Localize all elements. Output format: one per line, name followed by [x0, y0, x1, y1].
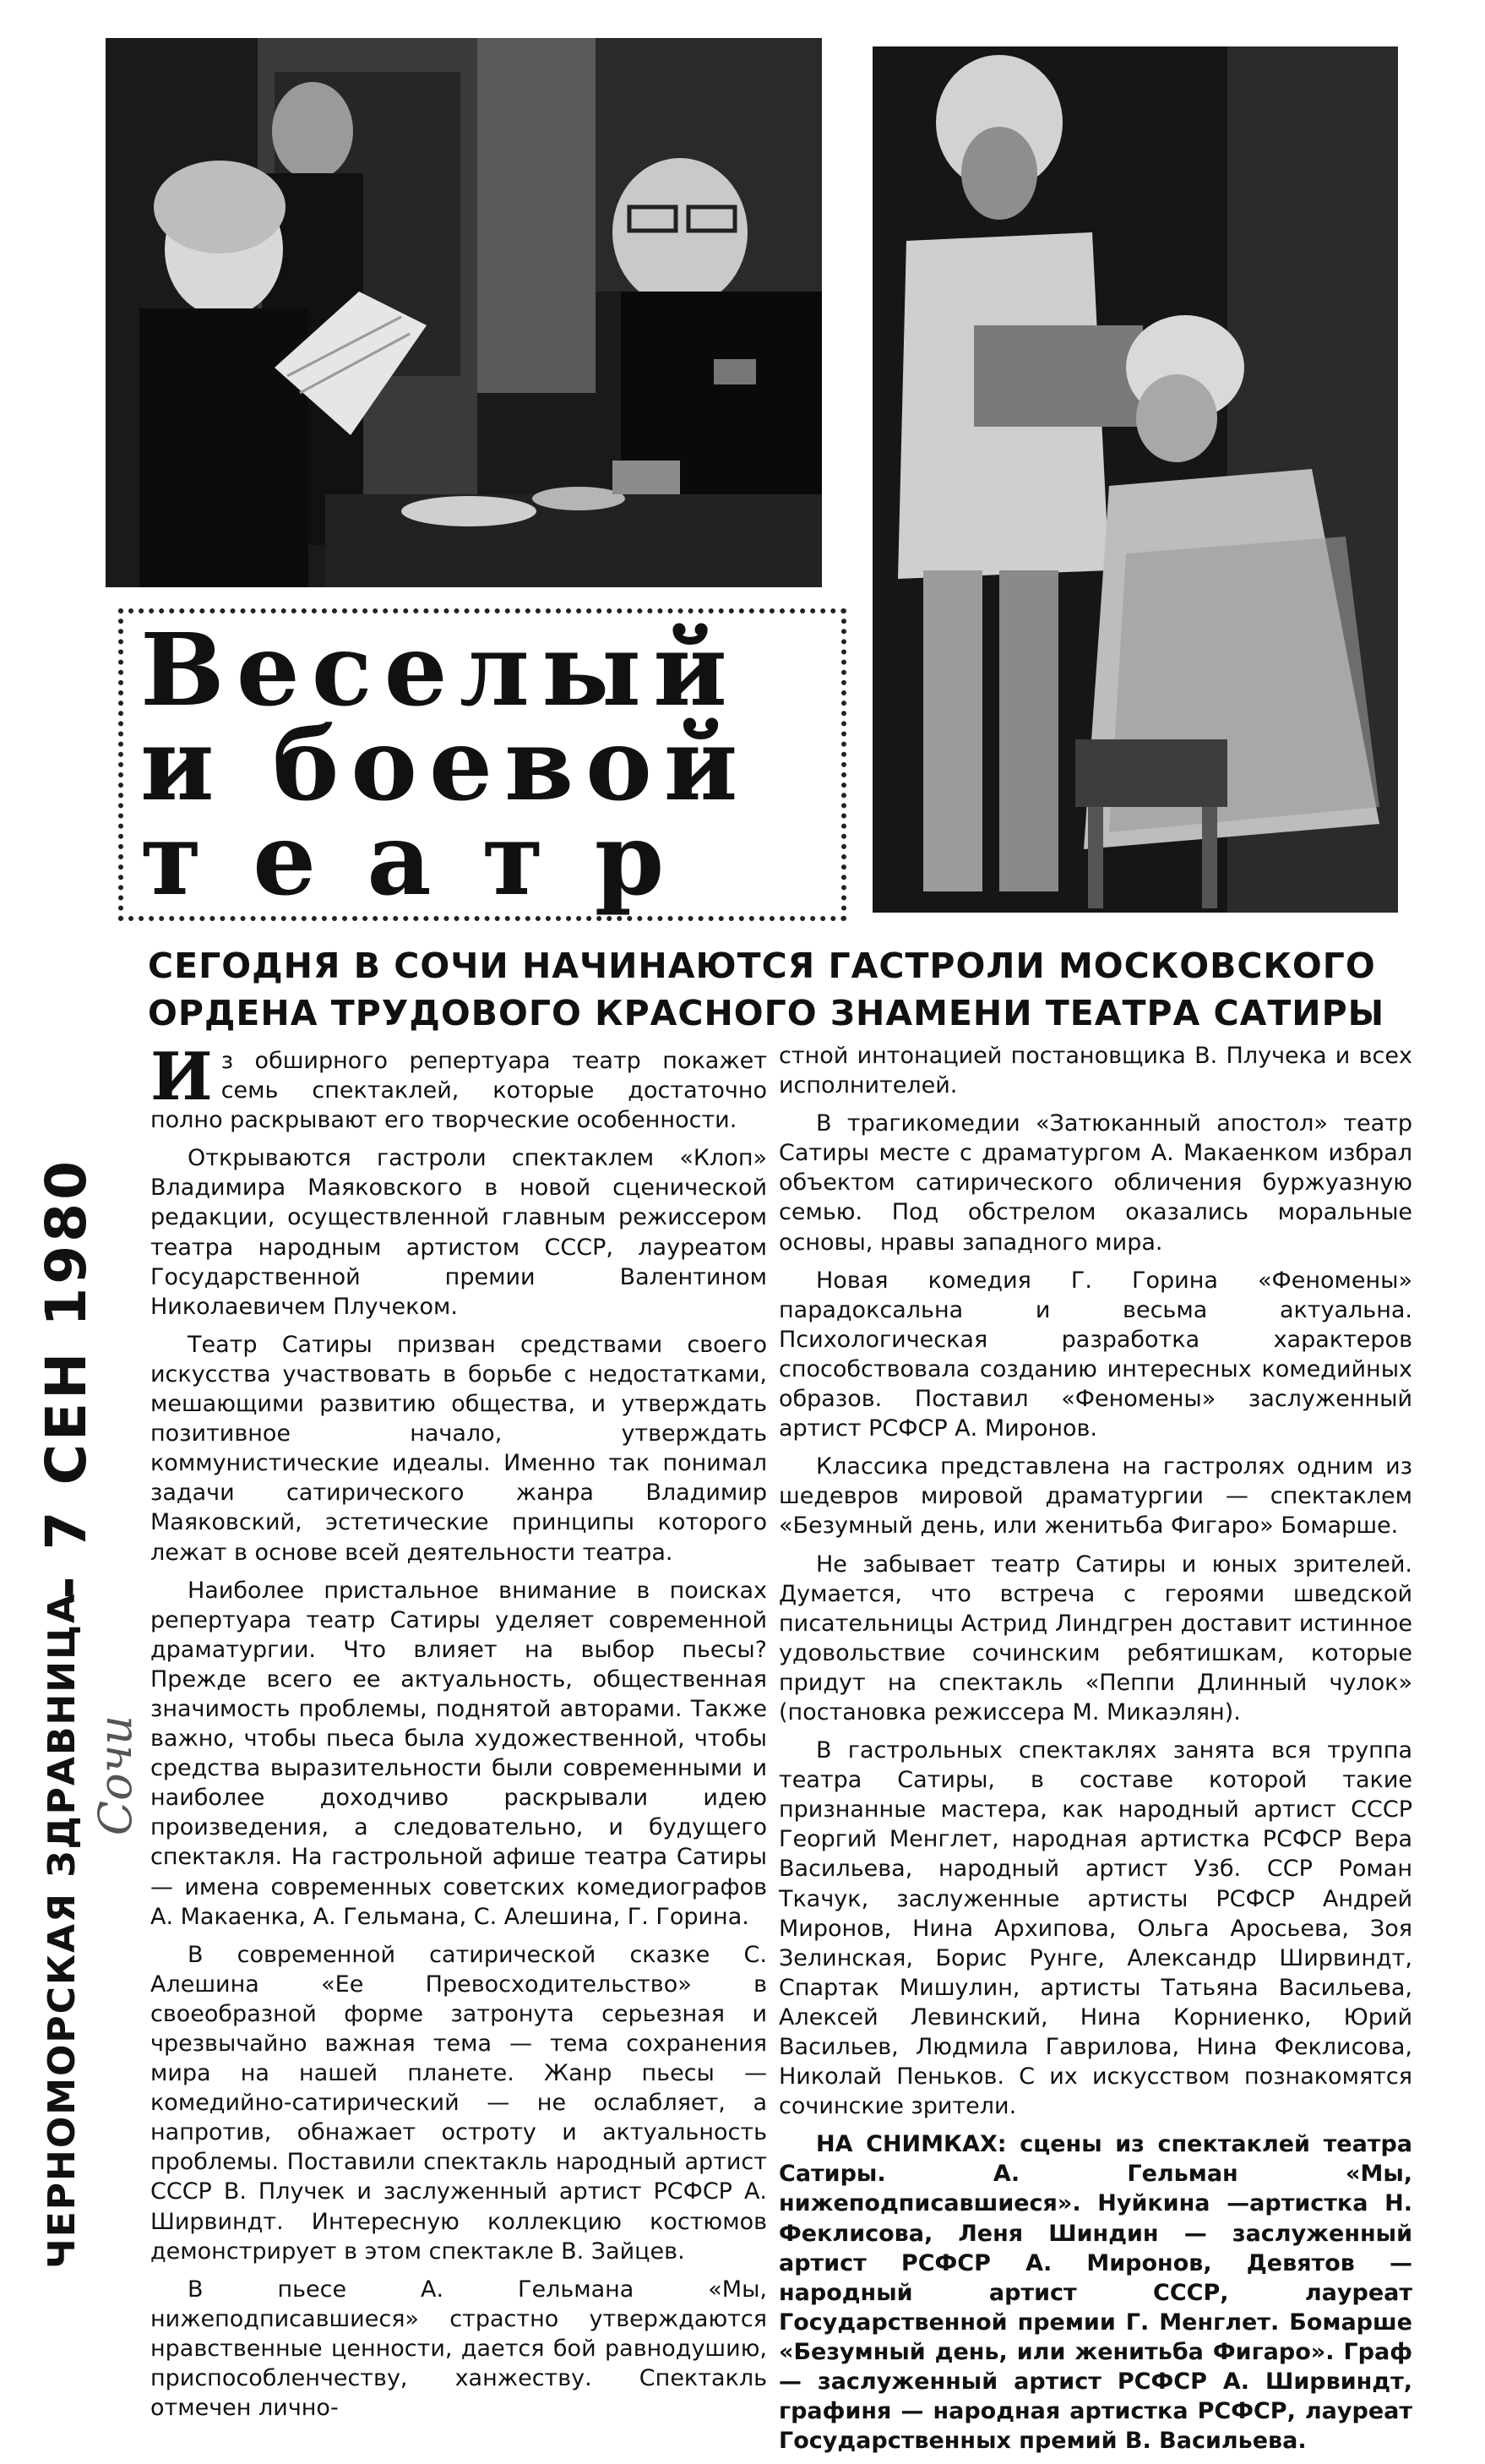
article-paragraph: Классика представлена на гастролях одним из шедевров мировой драматургии — спектаклем «Безумный день, или женитьба Фигаро» Бомарше. [779, 1453, 1412, 1540]
photo-right-image [873, 46, 1398, 913]
city-handwritten-note: Сочи [89, 1715, 142, 1836]
article-paragraph: В гастрольных спектаклях занята вся труппа театра Сатиры, в составе которой такие признанные мастера, как народный артист СССР Георгий Менглет, народная артистка РСФСР Вера Васильева, народный артист Узб. ССР Роман Ткачук, заслуженные артисты РСФСР Андрей Миронов, Нина Архипова, Ольга Аросьева, Зоя Зелинская, Борис Рунге, Александр Ширвиндт, Спартак Мишулин, артисты Татьяна Васильева, Алексей Левинский, Нина Корниенко, Юрий Васильев, Людмила Гаврилова, Нина Феклисова, Николай Пеньков. С их искусством познакомятся сочинские зрители. [779, 1737, 1412, 2120]
photo-scene-we-undersigned [106, 38, 822, 587]
article-column-left [150, 1038, 767, 2431]
dropcap-letter: И [150, 1038, 213, 1115]
article-paragraph: Театр Сатиры призван средствами своего искусства участвовать в борьбе с недостатками, мешающими развитию общества, и утверждать позитивное начало, утверждать коммунистические идеалы. Именно так понимал задачи сатирического жанра Владимир Маяковский, эстетические принципы которого лежат в основе всей деятельности театра. [150, 1331, 767, 1566]
article-paragraph: Открываются гастроли спектаклем «Клоп» Владимира Маяковского в новой сценической редакции, осуществленной главным режиссером театра народным артистом СССР, лауреатом Государственной премии Валентином Николаевичем Плучеком. [150, 1145, 767, 1320]
subheadline-line-1: СЕГОДНЯ В СОЧИ НАЧИНАЮТСЯ ГАСТРОЛИ МОСКОВСКОГО [148, 946, 1376, 986]
headline-line-2: и боевой [140, 706, 750, 823]
headline-box [118, 608, 846, 921]
article-paragraph [150, 1038, 767, 1135]
subheadline [148, 942, 1385, 1037]
article-paragraph: Наиболее пристальное внимание в поисках репертуара театр Сатиры уделяет современной драматургии. Что влияет на выбор пьесы? Прежде всего ее актуальность, общественная значимость проблемы, поднятой авторами. Также важно, чтобы пьеса была художественной, чтобы средства выразительности были современными и наиболее доходчиво раскрывали идею произведения, а следовательно, и будущего спектакля. На гастрольной афише театра Сатиры — имена современных советских комедиографов А. Макаенка, А. Гельмана, С. Алешина, Г. Горина. [150, 1577, 767, 1930]
article-paragraph: стной интонацией постановщика В. Плучека и всех исполнителей. [779, 1043, 1412, 1099]
article-paragraph: В трагикомедии «Затюканный апостол» театр Сатиры месте с драматургом А. Макаенком избрал объектом сатирического обличения буржуазную семью. Под обстрелом оказались моральные основы, нравы западного мира. [779, 1110, 1412, 1256]
article-paragraph: Новая комедия Г. Горина «Феномены» парадоксальна и весьма актуальна. Психологическая разработка характеров способствовала созданию интересных комедийных образов. Поставил «Феномены» заслуженный артист РСФСР А. Миронов. [779, 1267, 1412, 1442]
article-paragraph: В пьесе А. Гельмана «Мы, нижеподписавшиеся» страстно утверждаются нравственные ценности, дается бой равнодушию, приспособленчеству, ханжеству. Спектакль отмечен лично- [150, 2276, 767, 2422]
article-paragraph: Не забывает театр Сатиры и юных зрителей. Думается, что встреча с героями шведской писательницы Астрид Линдгрен доставит истинное удовольствие сочинским ребятишкам, которые придут на спектакль «Пеппи Длинный чулок» (постановка режиссера М. Микаэлян). [779, 1551, 1412, 1725]
photo-caption: НА СНИМКАХ: сцены из спектаклей театра Сатиры. А. Гельман «Мы, нижеподписавшиеся». Нуйкина —артистка Н. Феклисова, Леня Шиндин — заслуженный артист РСФСР А. Миронов, Девятов — народный артист СССР, лауреат Государственной премии Г. Менглет. Бомарше «Безумный день, или женитьба Фигаро». Граф — заслуженный артист РСФСР А. Ширвиндт, графиня — народная артистка РСФСР, лауреат Государственных премий В. Васильева. [779, 2131, 1412, 2455]
photo-scene-figaro [873, 46, 1398, 913]
date-stamp: - 7 СЕН 1980 [34, 1158, 99, 1600]
photo-left-image [106, 38, 822, 587]
headline-line-1: Веселый [140, 611, 739, 728]
newspaper-name-stamp: ЧЕРНОМОРСКАЯ ЗДРАВНИЦА [41, 1593, 84, 2269]
article-column-right [779, 1041, 1412, 2464]
article-paragraph-text: з обширного репертуара театр покажет семь спектаклей, которые достаточно полно раскрывают его творческие особенности. [150, 1048, 767, 1134]
headline-line-3: театр [140, 800, 715, 918]
subheadline-line-2: ОРДЕНА ТРУДОВОГО КРАСНОГО ЗНАМЕНИ ТЕАТРА САТИРЫ [148, 993, 1385, 1033]
article-paragraph: В современной сатирической сказке С. Алешина «Ее Превосходительство» в своеобразной форме затронута серьезная и чрезвычайно важная тема — тема сохранения мира на нашей планете. Жанр пьесы — комедийно-сатирический — не ослабляет, а напротив, обнажает остроту и актуальность проблемы. Поставили спектакль народный артист СССР В. Плучек и заслуженный артист РСФСР А. Ширвиндт. Интересную коллекцию костюмов демонстрирует в этом спектакле В. Зайцев. [150, 1941, 767, 2265]
